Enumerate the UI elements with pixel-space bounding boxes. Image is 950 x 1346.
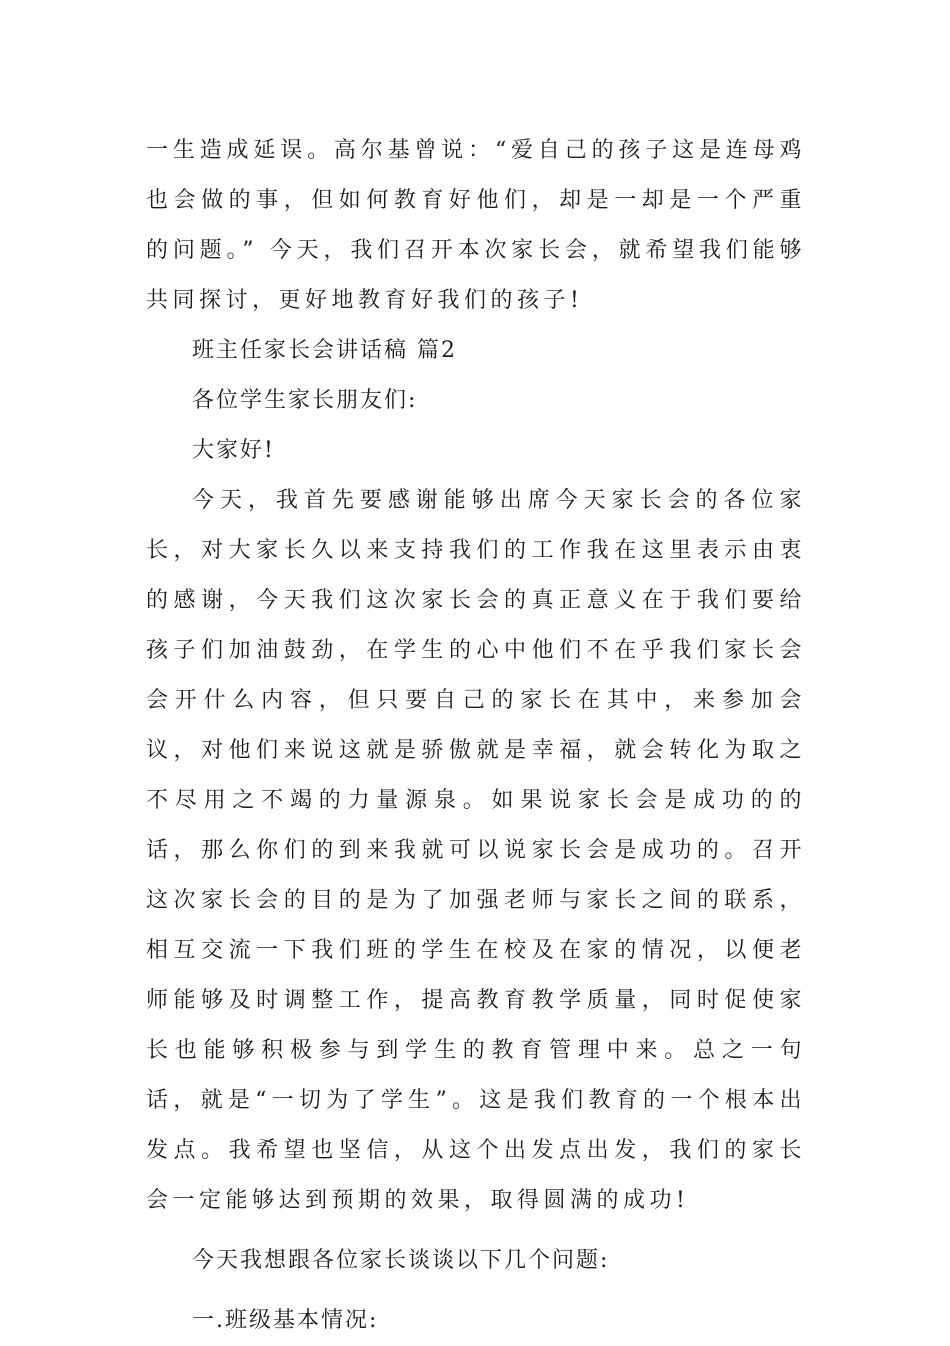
section-heading: 班主任家长会讲话稿 篇2 <box>192 338 457 363</box>
paragraph-topics-intro: 今天我想跟各位家长谈谈以下几个问题: <box>192 1248 610 1273</box>
document-body <box>146 126 806 1346</box>
salutation: 各位学生家长朋友们: <box>192 388 418 413</box>
paragraph-main: 今天，我首先要感谢能够出席今天家长会的各位家长，对大家长久以来支持我们的工作我在这里表示由衷的感谢，今天我们这次家长会的真正意义在于我们要给孩子们加油鼓劲，在学生的心中他们不在乎我们家长会会开什么内容，但只要自己的家长在其中，来参加会议，对他们来说这就是骄傲就是幸福，就会转化为取之不尽用之不竭的力量源泉。如果说家长会是成功的的话，那么你们的到来我就可以说家长会是成功的。召开这次家长会的目的是为了加强老师与家长之间的联系，相互交流一下我们班的学生在校及在家的情况，以便老师能够及时调整工作，提高教育教学质量，同时促使家长也能够积极参与到学生的教育管理中来。总之一句话，就是“一切为了学生”。这是我们教育的一个根本出发点。我希望也坚信，从这个出发点出发，我们的家长会一定能够达到预期的效果，取得圆满的成功! <box>146 488 806 1213</box>
paragraph-continuation: 一生造成延误。高尔基曾说：“爱自己的孩子这是连母鸡也会做的事，但如何教育好他们，却是一却是一个严重的问题。” 今天，我们召开本次家长会，就希望我们能够共同探讨，更好地教育好我们的孩子! <box>146 138 806 313</box>
greeting: 大家好! <box>192 438 275 463</box>
list-item-heading: 一.班级基本情况: <box>192 1308 379 1333</box>
